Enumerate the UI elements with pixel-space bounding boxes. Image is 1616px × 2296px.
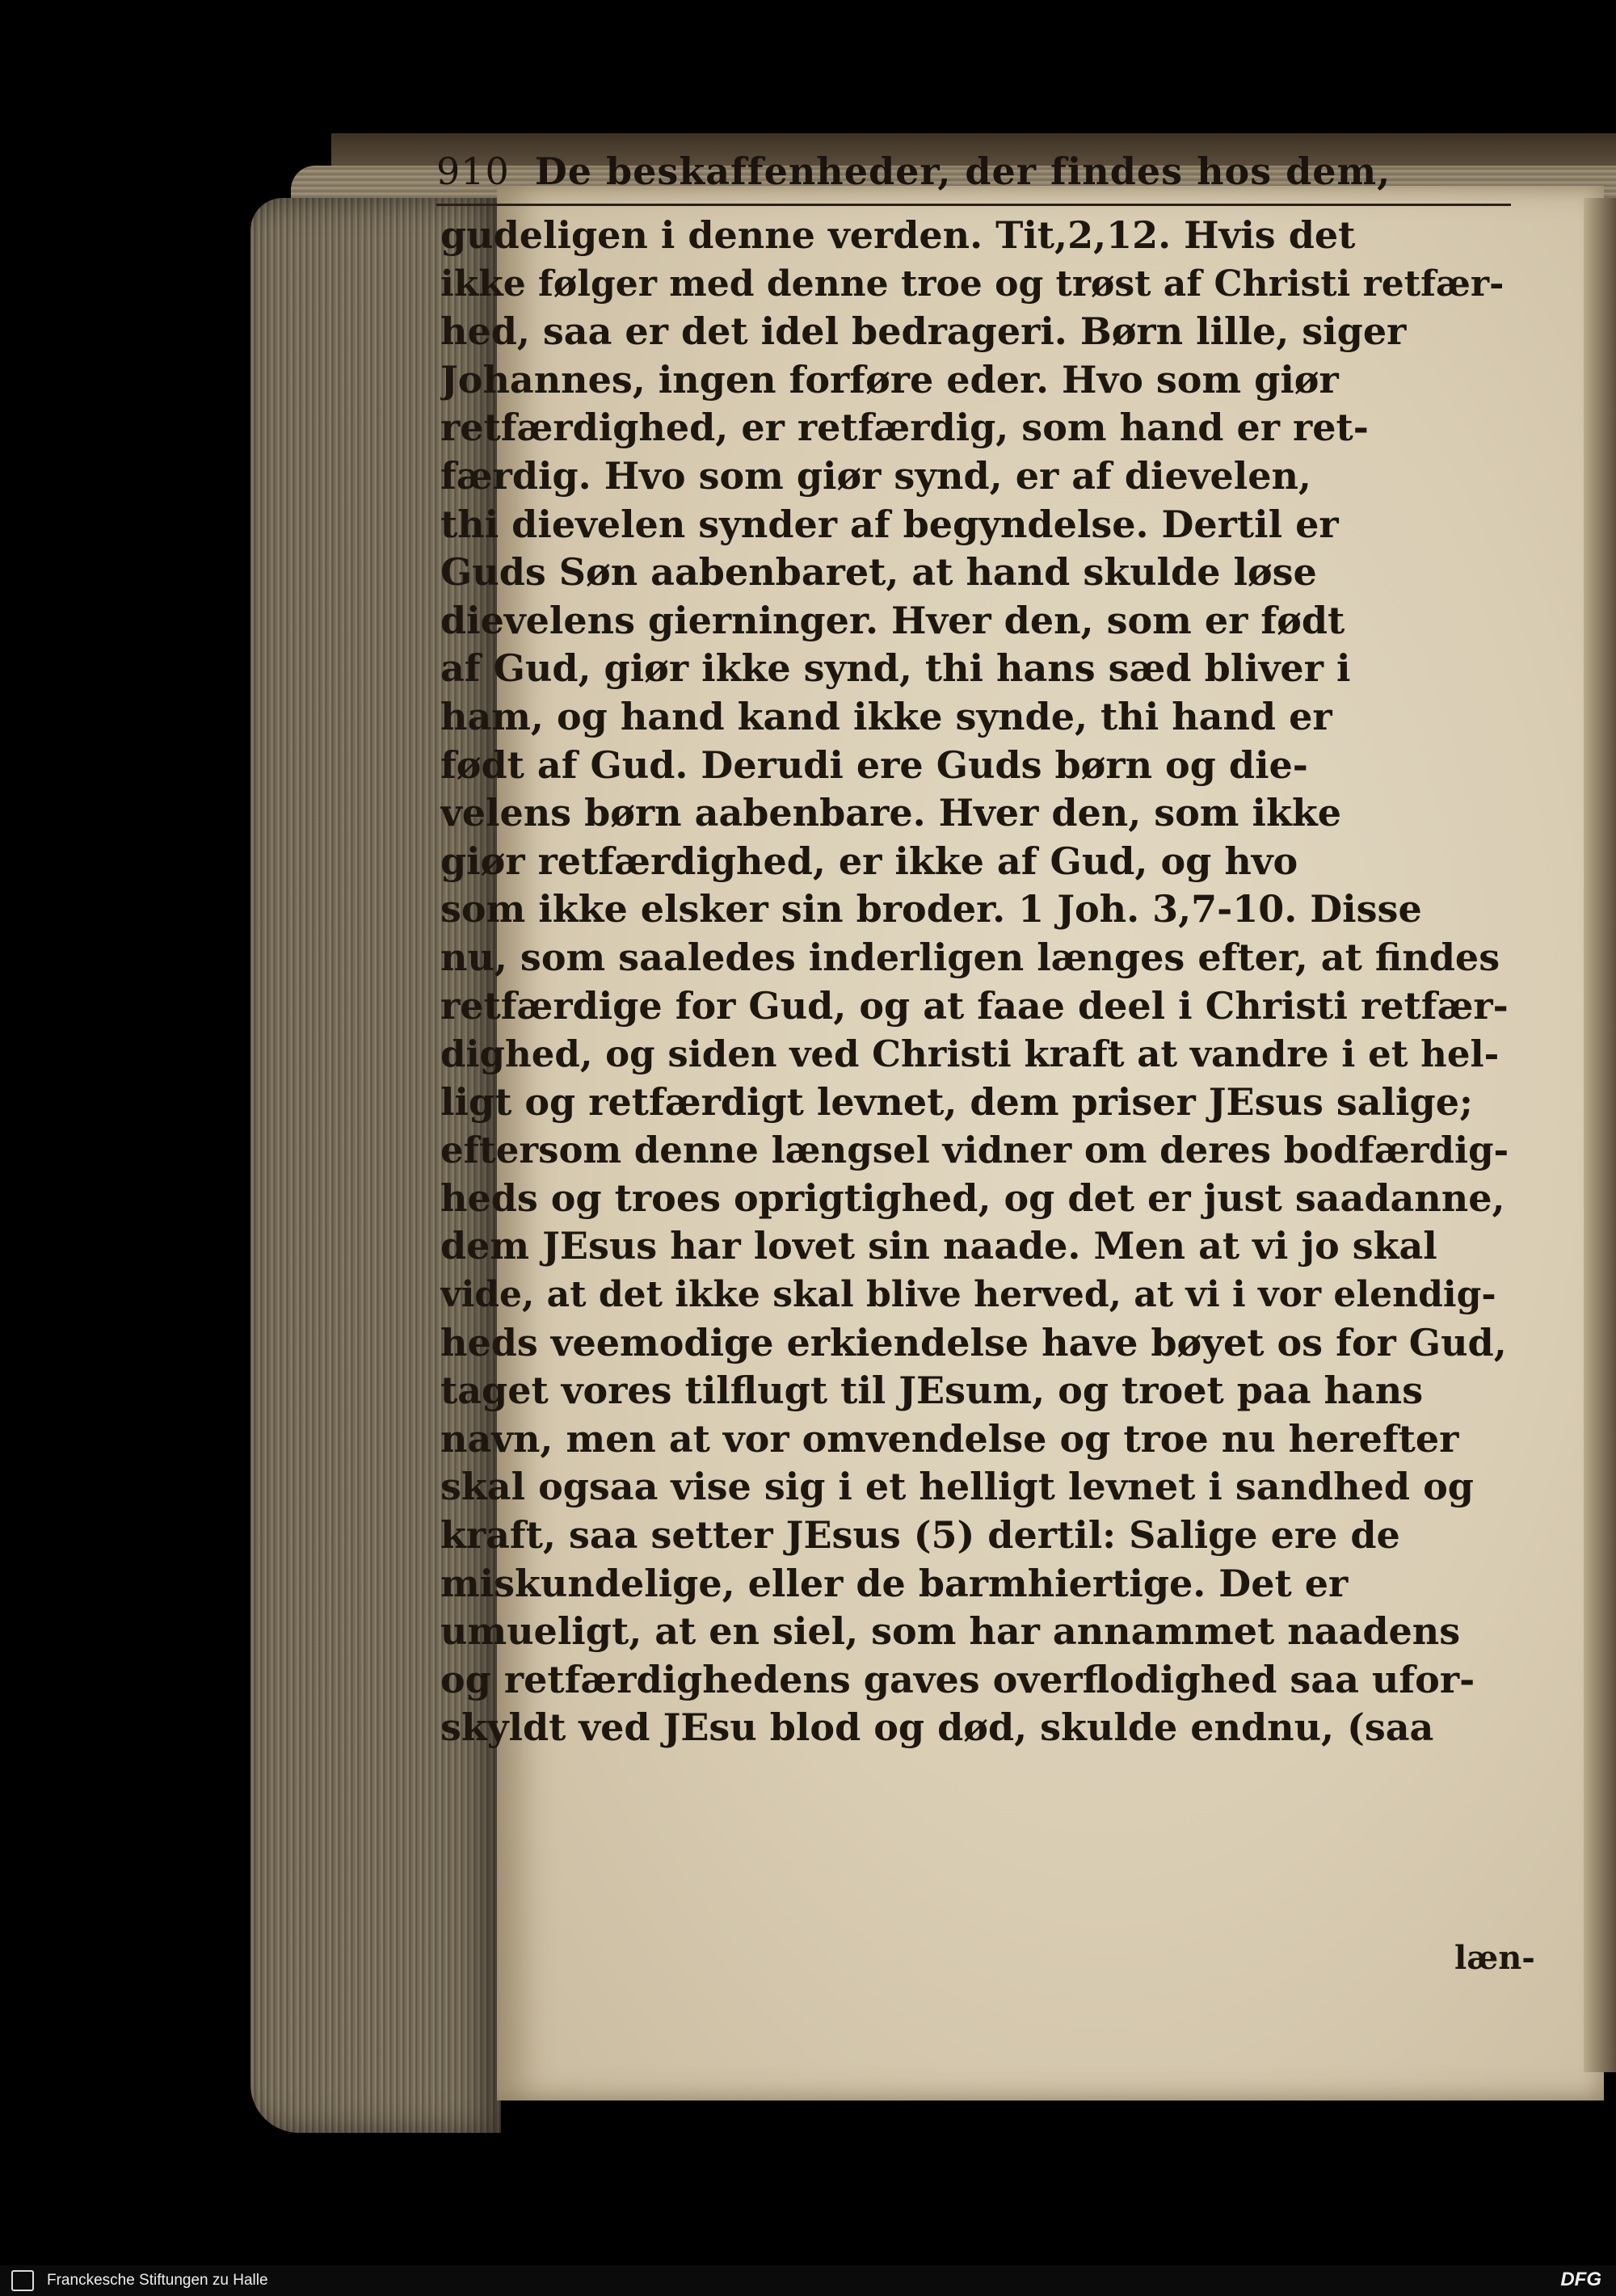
text-line: hed, saa er det idel bedrageri. Børn lille, siger [440, 309, 1407, 354]
text-line: kraft, saa setter JEsus (5) dertil: Salige ere de [440, 1513, 1400, 1558]
text-line: retfærdige for Gud, og at faae deel i Christi retfær- [440, 983, 1509, 1028]
text-line: heds og troes oprigtighed, og det er just saadanne, [440, 1175, 1505, 1220]
text-line: navn, men at vor omvendelse og troe nu herefter [440, 1416, 1459, 1461]
text-line: skyldt ved JEsu blod og død, skulde endnu, (saa [440, 1705, 1434, 1750]
text-line: skal ogsaa vise sig i et helligt levnet i sandhed og [440, 1465, 1474, 1509]
text-line: ham, og hand kand ikke synde, thi hand er [440, 694, 1332, 738]
catchword: læn- [1454, 1939, 1535, 1977]
text-line: umueligt, at en siel, som har annammet naadens [440, 1609, 1461, 1654]
text-line: dievelens gierninger. Hver den, som er født [440, 598, 1345, 642]
gutter-shadow [1584, 198, 1616, 2072]
text-line: af Gud, giør ikke synd, thi hans sæd bliver i [440, 646, 1351, 691]
text-line: ligt og retfærdigt levnet, dem priser JEsus salige; [440, 1079, 1473, 1124]
text-line: som ikke elsker sin broder. 1 Joh. 3,7-10. Disse [440, 887, 1422, 931]
text-line: gudeligen i denne verden. Tit,2,12. Hvis det [440, 213, 1356, 257]
institution-logo-icon [11, 2270, 34, 2291]
text-line: heds veemodige erkiendelse have bøyet os for Gud, [440, 1320, 1507, 1365]
text-line: født af Gud. Derudi ere Guds børn og die- [440, 742, 1308, 787]
body-text [440, 212, 1511, 1752]
text-line: taget vores tilflugt til JEsum, og troet paa hans [440, 1369, 1424, 1413]
text-line: nu, som saaledes inderligen længes efter, at findes [440, 935, 1500, 979]
text-line: dem JEsus har lovet sin naade. Men at vi jo skal [440, 1224, 1437, 1268]
text-line: retfærdighed, er retfærdig, som hand er ret- [440, 406, 1369, 450]
dfg-logo: DFG [1560, 2269, 1601, 2290]
text-line: ikke følger med denne troe og trøst af Christi retfær- [440, 263, 1504, 305]
text-line: eftersom denne længsel vidner om deres bodfærdig- [440, 1129, 1509, 1172]
header-rule [436, 204, 1511, 206]
footer-bar [0, 2265, 1616, 2296]
text-line: Johannes, ingen forføre eder. Hvo som giør [440, 357, 1339, 402]
institution-name: Franckesche Stiftungen zu Halle [47, 2272, 268, 2289]
running-header [436, 149, 1503, 193]
text-line: dighed, og siden ved Christi kraft at vandre i et hel- [440, 1032, 1500, 1076]
running-head-title: De beskaffenheder, der findes hos dem, [534, 149, 1391, 193]
text-line: miskundelige, eller de barmhiertige. Det er [440, 1561, 1349, 1605]
text-line: vide, at det ikke skal blive herved, at vi i vor elendig- [440, 1274, 1496, 1316]
text-line: giør retfærdighed, er ikke af Gud, og hvo [440, 839, 1298, 883]
text-line: velens børn aabenbare. Hver den, som ikke [440, 791, 1341, 835]
text-line: thi dievelen synder af begyndelse. Dertil er [440, 502, 1339, 546]
page-number: 910 [436, 149, 510, 193]
text-line: færdig. Hvo som giør synd, er af dievelen, [440, 453, 1311, 498]
text-line: Guds Søn aabenbaret, at hand skulde løse [440, 550, 1317, 595]
text-line: og retfærdighedens gaves overflodighed saa ufor- [440, 1657, 1475, 1701]
